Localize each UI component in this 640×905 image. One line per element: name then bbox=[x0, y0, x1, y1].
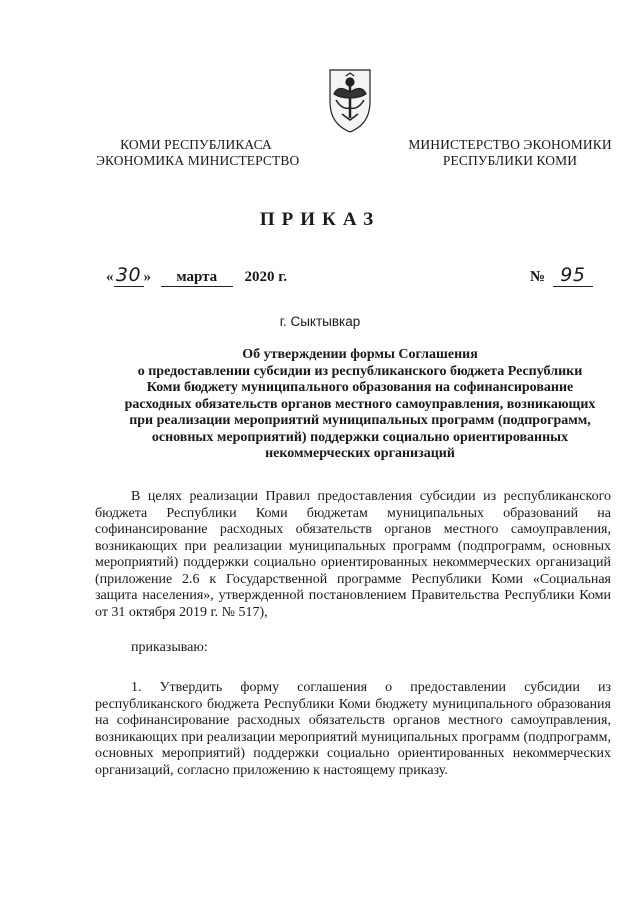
header-left-line2: ЭКОНОМИКА МИНИСТЕРСТВО bbox=[96, 153, 300, 168]
header-russian bbox=[405, 137, 615, 169]
document-title: ПРИКАЗ bbox=[259, 209, 381, 230]
number-prefix: № bbox=[530, 269, 546, 285]
date-close-quote: » bbox=[143, 269, 151, 285]
subject-line: некоммерческих организаций bbox=[265, 446, 455, 461]
body-paragraph-2 bbox=[95, 680, 611, 779]
header-komi-language bbox=[96, 137, 300, 169]
date-month: марта bbox=[161, 269, 233, 287]
header-right-line2: РЕСПУБЛИКИ КОМИ bbox=[442, 153, 578, 168]
subject-line: о предоставлении субсидии из республиканского бюджета Республики bbox=[137, 363, 583, 379]
subject-line: основных мероприятий) поддержки социально ориентированных bbox=[151, 429, 569, 445]
subject-line: расходных обязательств органов местного самоуправления, возникающих bbox=[124, 396, 596, 412]
header-right-line1: МИНИСТЕРСТВО ЭКОНОМИКИ bbox=[408, 137, 612, 152]
header-left-line1: КОМИ РЕСПУБЛИКАСА bbox=[120, 137, 272, 152]
coat-of-arms-icon bbox=[322, 64, 378, 136]
document-city: г. Сыктывкар bbox=[279, 314, 361, 329]
number-value: 95 bbox=[553, 264, 593, 287]
document-subject bbox=[85, 347, 635, 463]
date-day: 30 bbox=[114, 264, 144, 287]
document-number bbox=[530, 264, 593, 287]
subject-line: Об утверждении формы Соглашения bbox=[242, 347, 478, 362]
order-word: приказываю: bbox=[131, 640, 208, 655]
paragraph-text: В целях реализации Правил предоставления субсидии из республиканского бюджета Республики Коми бюджетам муниципальных образований на софинансирование расходных обязательств органов местного самоуправления, возникающих при реализации муниципальных программ (подпрограмм, основных мероприятий) поддержки социально ориентированных некоммерческих организаций (приложение 2.6 к Государственной программе Республики Коми «Социальная защита населения», утвержденной постановлением Правительства Республики Коми от 31 октября 2019 г. № 517), bbox=[95, 489, 611, 620]
paragraph-text: 1. Утвердить форму соглашения о предоставлении субсидии из республиканского бюджета Республики Коми бюджету муниципального образования на софинансирование расходных обязательств органов местного самоуправления, возникающих при реализации мероприятий муниципальных программ (подпрограмм, основных мероприятий) поддержки социально ориентированных некоммерческих организаций, согласно приложению к настоящему приказу. bbox=[95, 680, 611, 778]
date-year: 2020 г. bbox=[244, 269, 288, 285]
date-open-quote: « bbox=[106, 269, 114, 285]
document-date bbox=[106, 264, 287, 287]
subject-line: Коми бюджету муниципального образования на софинансирование bbox=[146, 380, 574, 395]
body-paragraph-1 bbox=[95, 489, 611, 621]
subject-line: при реализации мероприятий муниципальных программ (подпрограмм, bbox=[129, 413, 591, 428]
